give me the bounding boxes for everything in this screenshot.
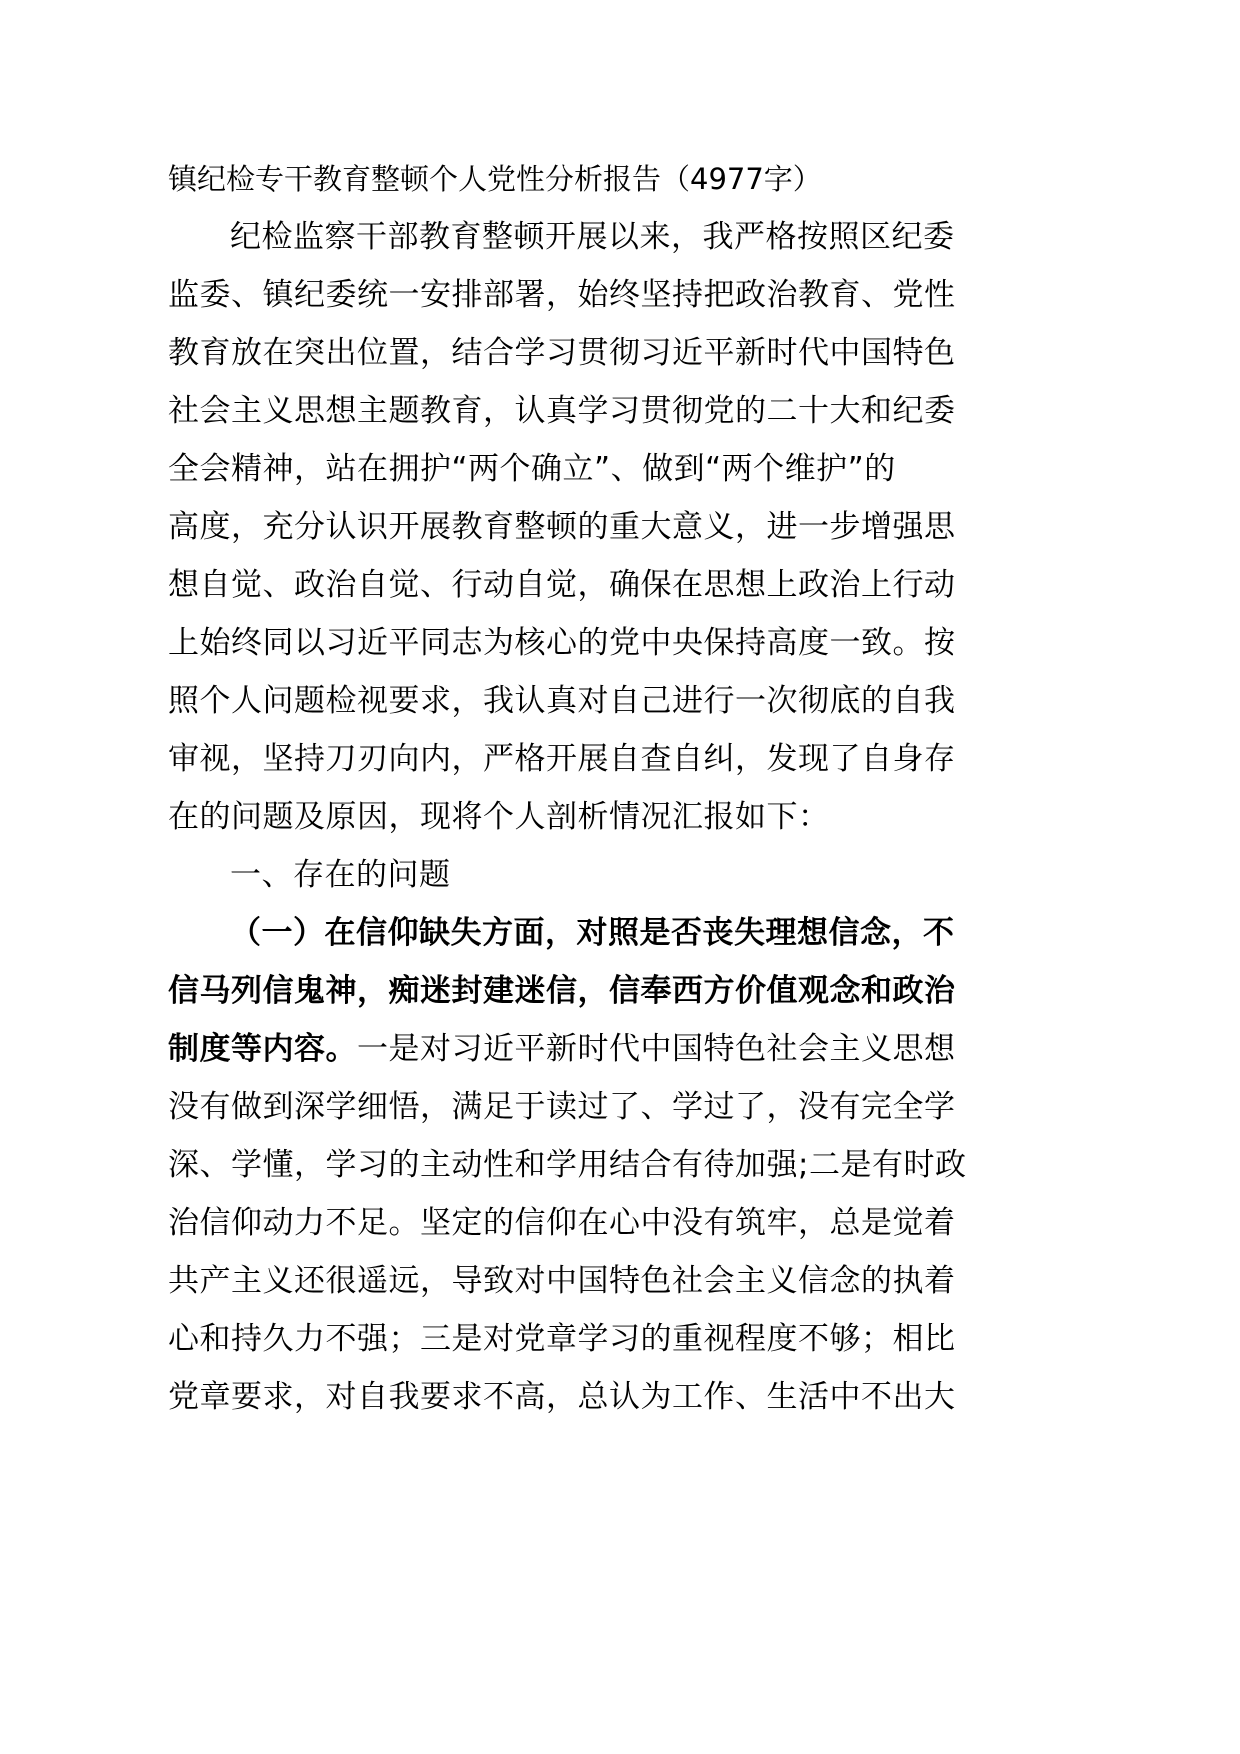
subsection-heading: （一）在信仰缺失方面，对照是否丧失理想信念，不 — [230, 915, 955, 951]
body-line: 没有做到深学细悟，满足于读过了、学过了，没有完全学 — [168, 1089, 956, 1125]
intro-line: 监委、镇纪委统一安排部署，始终坚持把政治教育、党性 — [168, 277, 956, 313]
body-line: 共产主义还很遥远，导致对中国特色社会主义信念的执着 — [168, 1263, 956, 1299]
subsection-heading-end: 制度等内容。 — [168, 1031, 357, 1067]
body-line: 心和持久力不强；三是对党章学习的重视程度不够；相比 — [168, 1321, 956, 1357]
body-text: 一是对习近平新时代中国特色社会主义思想 — [357, 1031, 956, 1067]
body-line: 党章要求，对自我要求不高，总认为工作、生活中不出大 — [168, 1379, 956, 1415]
intro-line: 社会主义思想主题教育，认真学习贯彻党的二十大和纪委 — [168, 393, 956, 429]
intro-line: 纪检监察干部教育整顿开展以来，我严格按照区纪委 — [230, 219, 955, 255]
intro-line: 上始终同以习近平同志为核心的党中央保持高度一致。按 — [168, 625, 956, 661]
subsection-line — [168, 1020, 956, 1078]
document-title: 镇纪检专干教育整顿个人党性分析报告（4977字） — [168, 162, 822, 196]
body-line: 深、学懂，学习的主动性和学用结合有待加强;二是有时政 — [168, 1147, 967, 1183]
section-heading: 一、存在的问题 — [230, 857, 451, 893]
subsection-heading: 信马列信鬼神，痴迷封建迷信，信奉西方价值观念和政治 — [168, 973, 956, 1009]
intro-line: 想自觉、政治自觉、行动自觉，确保在思想上政治上行动 — [168, 567, 956, 603]
intro-line: 审视，坚持刀刃向内，严格开展自查自纠，发现了自身存 — [168, 741, 956, 777]
intro-line: 全会精神，站在拥护“两个确立”、做到“两个维护”的 — [168, 451, 896, 487]
intro-line: 照个人问题检视要求，我认真对自己进行一次彻底的自我 — [168, 683, 956, 719]
intro-line: 高度，充分认识开展教育整顿的重大意义，进一步增强思 — [168, 509, 956, 545]
body-line: 治信仰动力不足。坚定的信仰在心中没有筑牢，总是觉着 — [168, 1205, 956, 1241]
intro-line: 在的问题及原因，现将个人剖析情况汇报如下： — [168, 799, 830, 835]
document-page — [168, 150, 967, 1426]
intro-line: 教育放在突出位置，结合学习贯彻习近平新时代中国特色 — [168, 335, 956, 371]
